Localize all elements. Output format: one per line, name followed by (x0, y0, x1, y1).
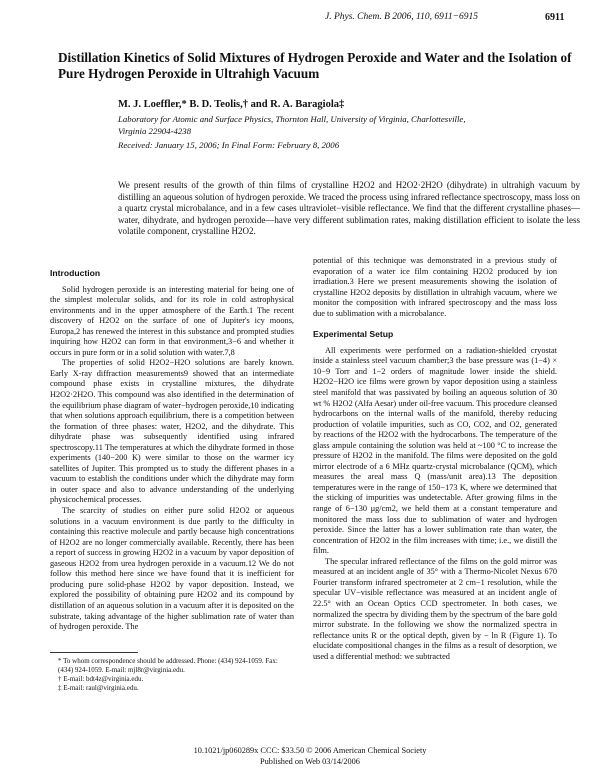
intro-paragraph-continued: potential of this technique was demonstrated in a previous study of evaporation of a water ice film containing H2O2 produced by ion irradiation.3 Here we present measurements showing the isolation of crystalline H2O2 deposits by distillation in ultrahigh vacuum, where we monitor the composition with infrared spectroscopy and the mass loss due to sublimation with a microbalance. (313, 256, 557, 318)
section-heading-experimental-setup: Experimental Setup (313, 329, 394, 340)
received-dates: Received: January 15, 2006; In Final Form: February 8, 2006 (118, 140, 340, 150)
journal-citation: J. Phys. Chem. B 2006, 110, 6911−6915 (325, 12, 479, 22)
right-column (313, 256, 557, 662)
intro-paragraph-3: The scarcity of studies on either pure solid H2O2 or aqueous solutions in a vacuum environment is due partly to the difficulty in containing this reactive molecule and partly because high concentrations of H2O2 are no longer commercially available. Recently, there has been a report of success in growing H2O2 in a vacuum by vapor deposition of gaseous H2O2 from urea hydrogen peroxide in a vacuum.12 We do not follow this method here since we have found that it is inefficient for producing pure solid-phase H2O2 by vapor deposition. Instead, we explored the possibility of obtaining pure H2O2 and its compound by distillation of an aqueous solution in a vacuum after it is deposited on the substrate, taking advantage of the higher sublimation rate of water than of hydrogen peroxide. The (50, 506, 294, 632)
page-number: 6911 (545, 12, 565, 23)
paper-title: Distillation Kinetics of Solid Mixtures of Hydrogen Peroxide and Water and the Isolation of Pure Hydrogen Peroxide in Ultrahigh Vacuum (58, 50, 572, 81)
page-footer (160, 746, 460, 767)
abstract: We present results of the growth of thin films of crystalline H2O2 and H2O2·2H2O (dihydrate) in ultrahigh vacuum by distilling an aqueous solution of hydrogen peroxide. We traced the process using infrared reflectance spectroscopy, mass loss on a quartz crystal microbalance, and in a few cases ultraviolet−visible reflectance. We find that the different crystalline phases—water, dihydrate, and hydrogen peroxide—have very different sublimation rates, making distillation efficient to isolate the less volatile component, crystalline H2O2. (118, 180, 580, 237)
left-column (50, 268, 294, 633)
footnote-teolis-email: † E-mail: bdt4z@virginia.edu. (58, 675, 144, 683)
affiliation: Laboratory for Atomic and Surface Physics, Thornton Hall, University of Virginia, Charlottesville, Virginia 22904-4238 (118, 114, 466, 136)
setup-paragraph-1: All experiments were performed on a radiation-shielded cryostat inside a stainless steel vacuum chamber;3 the base pressure was (1−4) × 10−9 Torr and 1−2 orders of magnitude lower inside the shield. H2O2−H2O ice films were grown by vapor deposition using a stainless steel manifold that was passivated by boiling an aqueous solution of 30 wt % H2O2 (Alfa Aesar) under oil-free vacuum. This procedure cleansed hydrocarbons on the internal walls of the manifold, thereby reducing production of volatile impurities, such as CO, CO2, and O2, generated by reactions of the H2O2 with the hydrocarbons. The temperature of the glass ampule containing the solution was held at ~100 °C to increase the pressure of H2O2 in the manifold. The films were deposited on the gold mirror electrode of a 6 MHz quartz-crystal microbalance (QCM), which measures the areal mass Q (mass/unit area).13 The deposition temperatures were in the range of 150−173 K, where we determined that the sticking of impurities was undetectable. After growing films in the range of 6−130 μg/cm2, we held them at a constant temperature and monitored the mass loss due to sublimation of water and hydrogen peroxide. Since the latter has a lower sublimation rate than water, the concentration of H2O2 in the film increases with time; i.e., we distill the film. (313, 345, 557, 556)
footnote-baragiola-email: ‡ E-mail: raul@virginia.edu. (58, 684, 139, 692)
intro-paragraph-1: Solid hydrogen peroxide is an interesting material for being one of the simplest molecular solids, and for its role in cold astrophysical environments and in the upper atmosphere of the Earth.1 The recent discovery of H2O2 on the surface of one of Jupiter's icy moons, Europa,2 has renewed the interest in this substance and prompted studies inquiring how H2O2 can form in that environment,3−6 and whether it occurs in pure form or in a solid solution with water.7,8 (50, 284, 294, 357)
footnote-correspondence: * To whom correspondence should be addressed. Phone: (434) 924-1059. Fax: (434) 924-1059. E-mail: mjl8r@virginia.edu. (58, 657, 278, 674)
intro-paragraph-2: The properties of solid H2O2−H2O solutions are barely known. Early X-ray diffraction measurements9 showed that an intermediate compound phase exists in crystalline mixtures, the dihydrate H2O2·2H2O. This compound was also identified in the determination of the equilibrium phase diagram of water−hydrogen peroxide,10 indicating that when solutions approach equilibrium, there is a competition between the formation of three phases: water, H2O2, and the dihydrate. This dihydrate phase was subsequently identified using infrared spectroscopy.11 The temperatures at which the dihydrate formed in those experiments (140−200 K) were similar to those on the warmer icy satellites of Jupiter. This prompted us to study the different phases in a vacuum to establish the conditions under which the dihydrate may form in outer space and also to advance understanding of the underlying physicochemical processes. (50, 358, 294, 505)
footnote-rule (50, 652, 138, 653)
author-list: M. J. Loeffler,* B. D. Teolis,† and R. A. Baragiola‡ (118, 99, 345, 110)
published-line: Published on Web 03/14/2006 (260, 756, 360, 766)
footnotes (50, 652, 294, 693)
doi-line: 10.1021/jp060289x CCC: $33.50 © 2006 American Chemical Society (193, 746, 427, 755)
section-heading-introduction: Introduction (50, 268, 101, 278)
setup-paragraph-2: The specular infrared reflectance of the films on the gold mirror was measured at an incident angle of 35° with a Thermo-Nicolet Nexus 670 Fourier transform infrared spectrometer at 2 cm−1 resolution, while the specular UV−visible reflectance was measured at an incident angle of 22.5° with an Ocean Optics CCD spectrometer. In both cases, we normalized the spectra by dividing them by the spectrum of the bare gold mirror substrate. In the following we show the normalized spectra in reflectance units R or the optical depth, given by − ln R (Figure 1). To elucidate compositional changes in the films as a result of desorption, we used a differential method: we subtracted (313, 556, 557, 661)
